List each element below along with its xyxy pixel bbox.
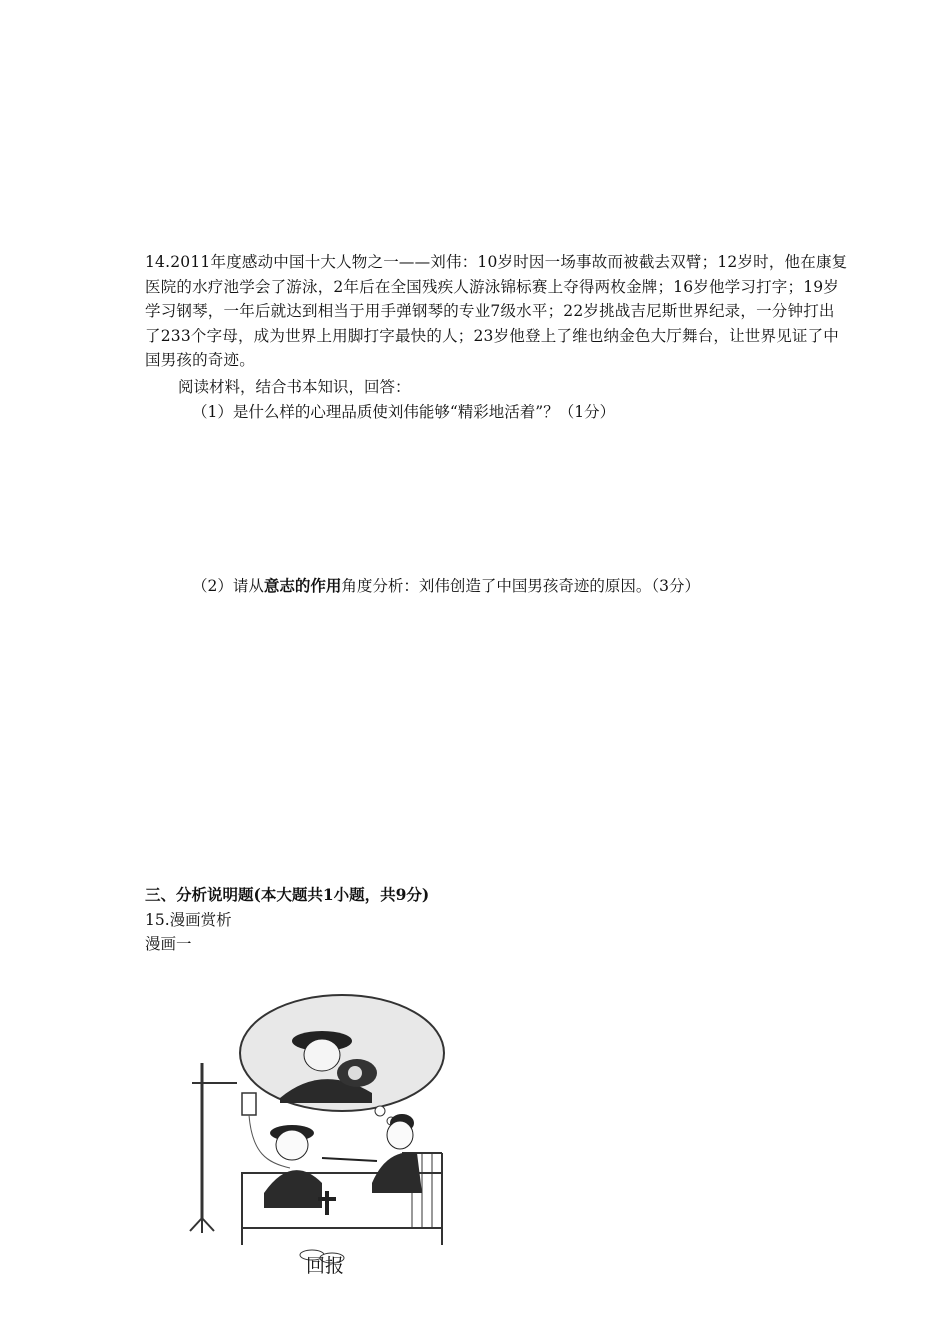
q14-sub2-suffix: 角度分析：刘伟创造了中国男孩奇迹的原因。（3分） (341, 577, 701, 595)
cartoon-illustration (172, 993, 472, 1278)
section3-heading: 三、分析说明题(本大题共1小题，共9分) (145, 885, 430, 904)
cartoon-caption: 回报 (306, 1255, 345, 1277)
q14-sub2-emphasis: 意志的作用 (263, 576, 342, 595)
q14-material: 14.2011年度感动中国十大人物之一——刘伟：10岁时因一场事故而被截去双臂；12岁时，他在康复医院的水疗池学会了游泳，2年后在全国残疾人游泳锦标赛上夺得两枚金牌；16岁他学习打字；19岁学习钢琴，一年后就达到相当于用手弹钢琴的专业7级水平；22岁挑战吉尼斯世界纪录，一分钟打出了233个字母，成为世界上用脚打字最快的人；23岁他登上了维也纳金色大厅舞台，让世界见证了中国男孩的奇迹。 (145, 253, 848, 369)
q14-instruction: 阅读材料，结合书本知识，回答： (178, 378, 411, 396)
cartoon-label: 漫画一 (145, 935, 192, 953)
q14-sub1: （1）是什么样的心理品质使刘伟能够“精彩地活着”？（1分） (192, 403, 616, 421)
q14-sub2 (192, 574, 700, 598)
q14-sub2-prefix: （2）请从 (192, 577, 264, 595)
cartoon-drawing (172, 993, 472, 1278)
q15-title: 15.漫画赏析 (145, 911, 232, 929)
